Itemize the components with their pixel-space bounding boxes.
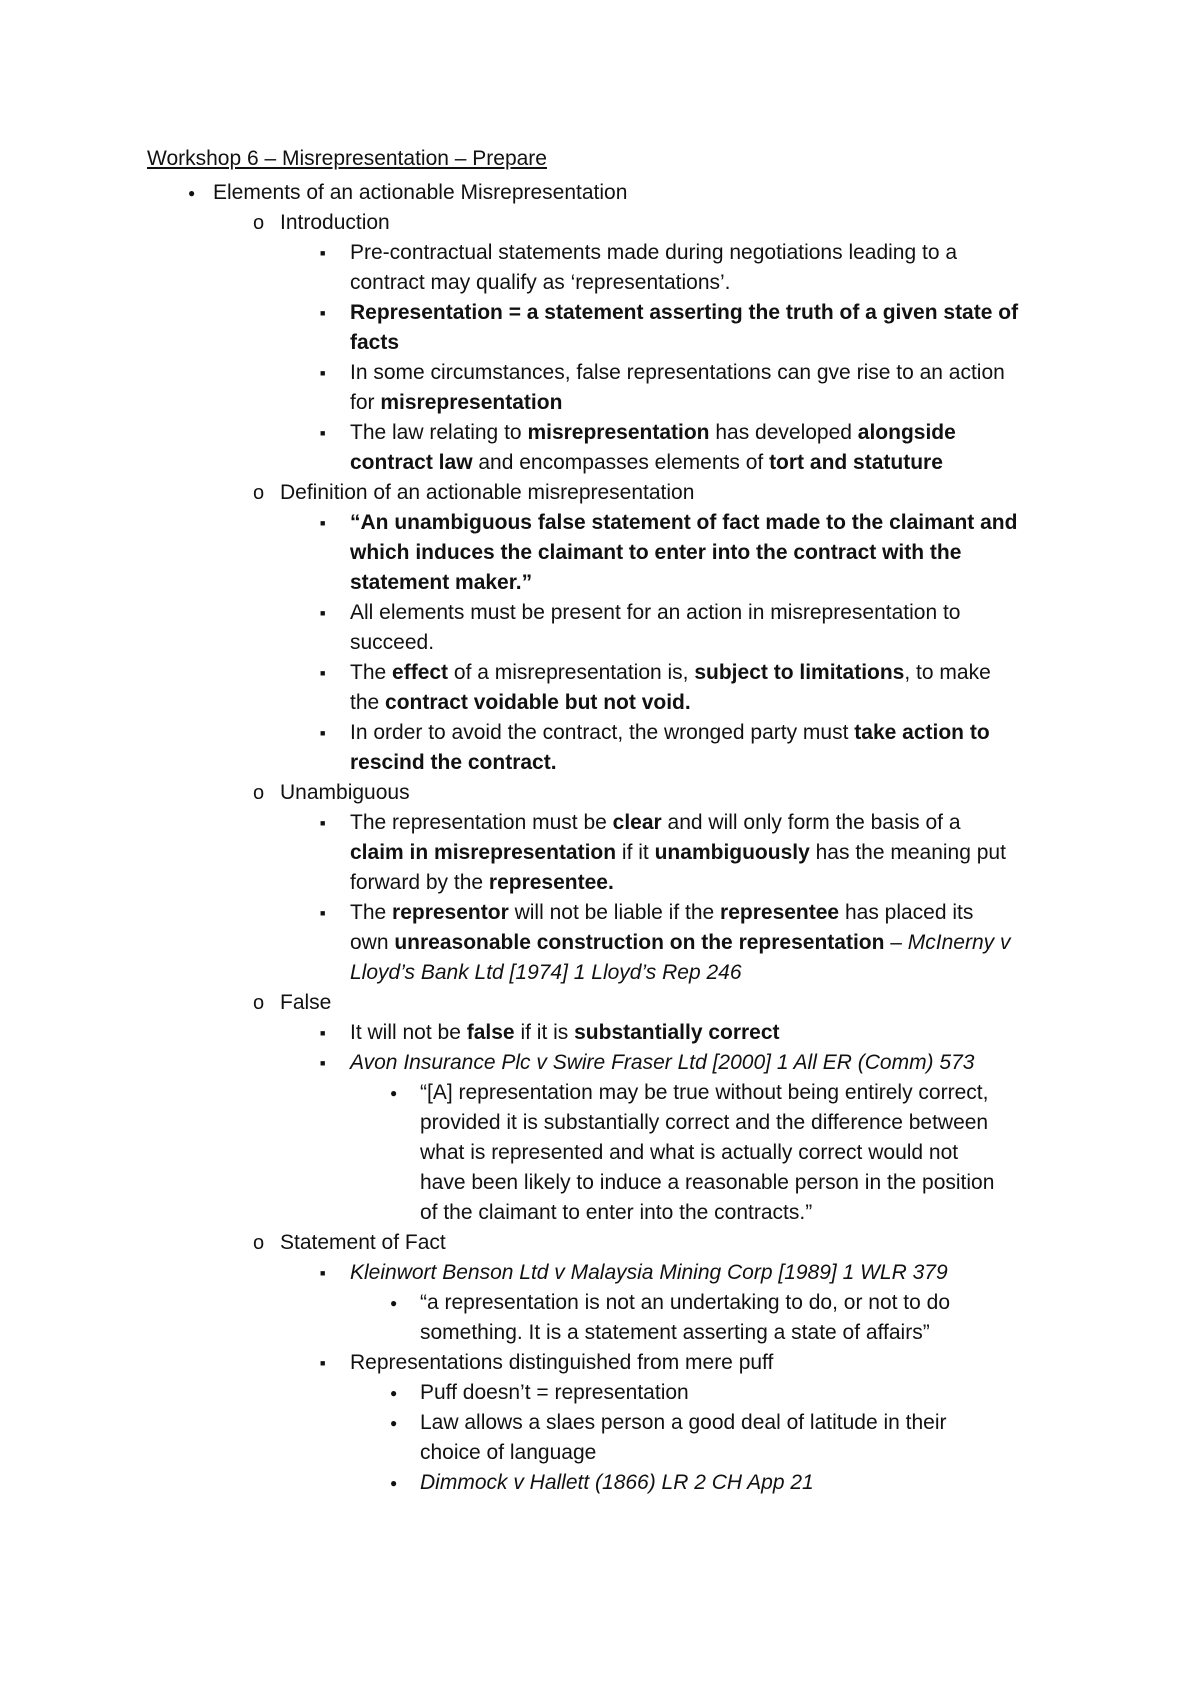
text-run: representee [720, 901, 840, 924]
text-run: , to make [904, 661, 991, 684]
text-run: has placed its [839, 901, 974, 924]
line-text [420, 1169, 994, 1197]
bullet-marker: ■ [320, 428, 326, 438]
line-text [420, 1439, 596, 1467]
bullet-marker: ● [390, 1296, 398, 1310]
text-run: will not be liable if the [508, 901, 721, 924]
line-text [350, 1349, 773, 1377]
text-run: contract voidable but not void. [385, 691, 691, 714]
text-run: “[A] representation may be true without being entirely correct, [420, 1081, 989, 1104]
text-run: what is represented and what is actually correct would not [420, 1141, 959, 1164]
bullet-marker: ● [188, 186, 196, 200]
text-run: Dimmock v Hallett (1866) LR 2 CH App 21 [420, 1471, 814, 1494]
text-run: false [466, 1021, 515, 1044]
bullet-marker: ■ [320, 248, 326, 258]
text-run: have been likely to induce a reasonable person in the position [420, 1171, 995, 1194]
text-run: representor [392, 901, 509, 924]
line-text [350, 809, 961, 837]
text-run: clear [612, 811, 662, 834]
text-run: which induces the claimant to enter into the contract with the [350, 541, 962, 564]
bullet-marker: ● [390, 1416, 398, 1430]
line-text [350, 359, 1005, 387]
bullet-marker: ■ [320, 728, 326, 738]
text-run: Representations distinguished from mere puff [350, 1351, 774, 1374]
text-run: Unambiguous [280, 781, 410, 804]
line-text [350, 749, 557, 777]
text-run: – [884, 931, 908, 954]
line-text [350, 1019, 780, 1047]
line-text [350, 1259, 948, 1287]
line-text [350, 629, 434, 657]
line-text [280, 209, 390, 237]
text-run: has developed [709, 421, 858, 444]
text-run: Lloyd’s Bank Ltd [1974] 1 Lloyd’s Rep 246 [350, 961, 742, 984]
line-text [420, 1139, 958, 1167]
text-run: Law allows a slaes person a good deal of latitude in their [420, 1411, 947, 1434]
text-run: of the claimant to enter into the contracts.” [420, 1201, 813, 1224]
line-text [420, 1079, 988, 1107]
line-text [350, 299, 1018, 327]
text-run: the [350, 691, 386, 714]
text-run: rescind the contract. [350, 751, 557, 774]
text-run: subject to limitations [694, 661, 905, 684]
text-run: unreasonable construction on the representation [394, 931, 885, 954]
line-text [420, 1289, 950, 1317]
line-text [350, 659, 991, 687]
text-run: “An unambiguous false statement of fact made to the claimant and [350, 511, 1018, 534]
bullet-marker: ■ [320, 1358, 326, 1368]
text-run: provided it is substantially correct and the difference between [420, 1111, 989, 1134]
text-run: contract may qualify as ‘representations’. [350, 271, 731, 294]
line-text [280, 779, 410, 807]
line-text [350, 239, 957, 267]
text-run: choice of language [420, 1441, 597, 1464]
bullet-marker: ■ [320, 518, 326, 528]
text-run: The [350, 901, 393, 924]
line-text [280, 989, 331, 1017]
text-run: take action to [854, 721, 990, 744]
line-text [350, 869, 614, 897]
bullet-marker: ■ [320, 368, 326, 378]
text-run: effect [392, 661, 449, 684]
line-text [280, 1229, 446, 1257]
text-run: tort and statuture [769, 451, 943, 474]
text-run: representee. [488, 871, 614, 894]
line-text [420, 1469, 814, 1497]
text-run: False [280, 991, 332, 1014]
text-run: contract law [350, 451, 473, 474]
text-run: and will only form the basis of a [661, 811, 961, 834]
line-text [420, 1109, 988, 1137]
bullet-marker: ● [390, 1476, 398, 1490]
text-run: Pre-contractual statements made during negotiations leading to a [350, 241, 958, 264]
line-text [350, 719, 990, 747]
text-run: Puff doesn’t = representation [420, 1381, 689, 1404]
line-text [420, 1319, 930, 1347]
bullet-marker: ● [390, 1386, 398, 1400]
line-text [350, 449, 943, 477]
line-text [350, 959, 742, 987]
bullet-marker: ■ [320, 1268, 326, 1278]
text-run: The [350, 661, 393, 684]
text-run: if it [616, 841, 655, 864]
text-run: own [350, 931, 395, 954]
line-text [350, 509, 1017, 537]
text-run: Introduction [280, 211, 390, 234]
line-text [350, 569, 532, 597]
text-run: Statement of Fact [280, 1231, 446, 1254]
bullet-marker: ■ [320, 608, 326, 618]
line-text [350, 329, 399, 357]
text-run: misrepresentation [527, 421, 710, 444]
bullet-marker: ■ [320, 308, 326, 318]
bullet-marker: o [253, 212, 265, 234]
text-run: McInerny v [907, 931, 1011, 954]
text-run: alongside [857, 421, 956, 444]
text-run: for [350, 391, 381, 414]
text-run: something. It is a statement asserting a state of affairs” [420, 1321, 930, 1344]
line-text [420, 1379, 689, 1407]
text-run: if it is [514, 1021, 575, 1044]
line-text [350, 539, 961, 567]
text-run: forward by the [350, 871, 489, 894]
line-text [350, 689, 691, 717]
text-run: succeed. [350, 631, 435, 654]
text-run: and encompasses elements of [472, 451, 770, 474]
text-run: has the meaning put [809, 841, 1006, 864]
text-run: In order to avoid the contract, the wronged party must [350, 721, 855, 744]
bullet-marker: ● [390, 1086, 398, 1100]
bullet-marker: ■ [320, 1058, 326, 1068]
text-run: unambiguously [654, 841, 810, 864]
text-run: The representation must be [350, 811, 613, 834]
text-run: statement maker.” [350, 571, 533, 594]
text-run: Avon Insurance Plc v Swire Fraser Ltd [2000] 1 All ER (Comm) 573 [350, 1051, 975, 1074]
text-run: claim in misrepresentation [350, 841, 617, 864]
bullet-marker: ■ [320, 908, 326, 918]
text-run: It will not be [350, 1021, 467, 1044]
line-text [350, 419, 956, 447]
line-text [280, 479, 694, 507]
text-run: substantially correct [574, 1021, 780, 1044]
line-text [213, 179, 627, 207]
text-run: Definition of an actionable misrepresentation [280, 481, 695, 504]
text-run: misrepresentation [380, 391, 563, 414]
line-text [350, 899, 973, 927]
text-run: Kleinwort Benson Ltd v Malaysia Mining Corp [1989] 1 WLR 379 [350, 1261, 948, 1284]
bullet-marker: o [253, 482, 265, 504]
bullet-marker: o [253, 1232, 265, 1254]
line-text [420, 1409, 947, 1437]
text-run: Representation = a statement asserting the truth of a given state of [350, 301, 1019, 324]
line-text [420, 1199, 812, 1227]
line-text [350, 389, 562, 417]
text-run: The law relating to [350, 421, 528, 444]
line-text [350, 839, 1006, 867]
line-text [350, 269, 731, 297]
text-run: In some circumstances, false representations can gve rise to an action [350, 361, 1005, 384]
text-run: of a misrepresentation is, [448, 661, 695, 684]
bullet-marker: ■ [320, 818, 326, 828]
bullet-marker: o [253, 782, 265, 804]
text-run: All elements must be present for an action in misrepresentation to [350, 601, 961, 624]
line-text [350, 1049, 974, 1077]
text-run: Elements of an actionable Misrepresentation [213, 181, 628, 204]
line-text [350, 929, 1011, 957]
text-run: “a representation is not an undertaking to do, or not to do [420, 1291, 951, 1314]
bullet-marker: o [253, 992, 265, 1014]
line-text [350, 599, 960, 627]
text-run: facts [350, 331, 400, 354]
page-title: Workshop 6 – Misrepresentation – Prepare [147, 147, 547, 170]
bullet-marker: ■ [320, 668, 326, 678]
bullet-marker: ■ [320, 1028, 326, 1038]
